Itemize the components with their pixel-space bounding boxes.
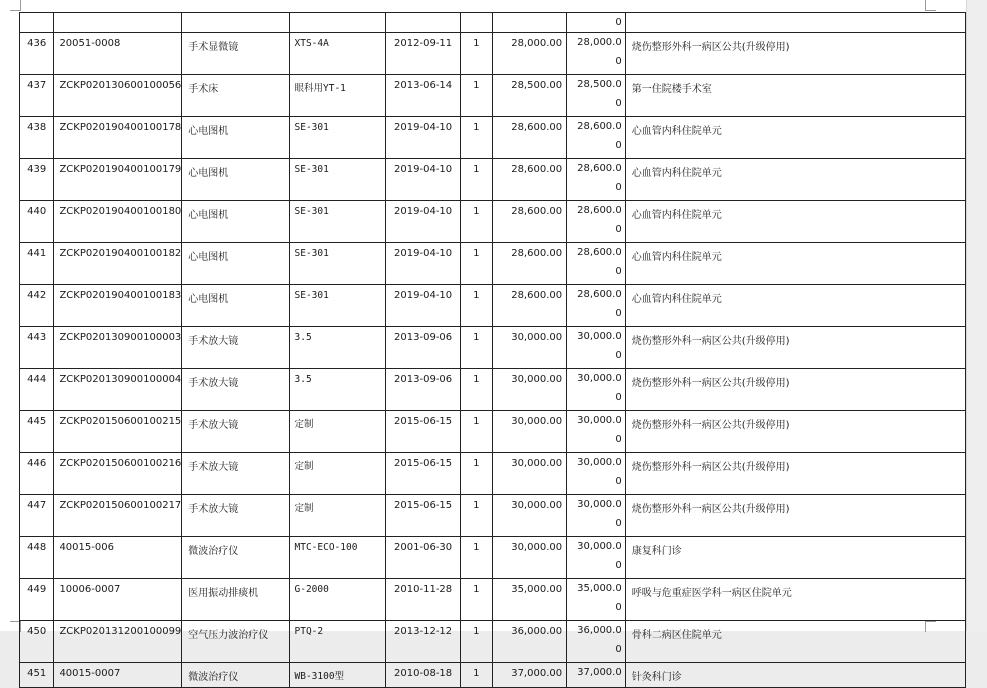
- total-amount-cell: [567, 75, 626, 117]
- quantity-cell: 1: [460, 285, 492, 327]
- model-number-cell: SE-301: [289, 201, 386, 243]
- row-index-cell: 449: [20, 579, 54, 621]
- unit-price-cell: 28,600.00: [492, 159, 566, 201]
- total-line-2: 0: [615, 602, 622, 613]
- total-line-2: 0: [615, 560, 622, 571]
- table-row: [20, 243, 966, 285]
- total-line-1: 28,600.0: [577, 163, 622, 174]
- asset-code-cell: 40015-0007: [54, 663, 182, 688]
- asset-code-cell: ZCKP020150600100216: [54, 453, 182, 495]
- total-line-1: 30,000.0: [577, 499, 622, 510]
- quantity-cell: 1: [460, 75, 492, 117]
- row-index-cell: 439: [20, 159, 54, 201]
- department-cell: 烧伤整形外科一病区公共(升级停用): [625, 369, 965, 411]
- equipment-name-cell: 手术放大镜: [182, 369, 289, 411]
- equipment-name-cell: 手术床: [182, 75, 289, 117]
- unit-price-cell: 28,500.00: [492, 75, 566, 117]
- unit-price-cell: 30,000.00: [492, 453, 566, 495]
- model-number-cell: 定制: [289, 453, 386, 495]
- purchase-date-cell: 2019-04-10: [386, 243, 460, 285]
- total-line-1: 30,000.0: [577, 331, 622, 342]
- total-line-1: 30,000.0: [577, 373, 622, 384]
- quantity-cell: 1: [460, 117, 492, 159]
- equipment-name-cell: 心电图机: [182, 159, 289, 201]
- page-corner-mark: [10, 0, 21, 11]
- table-row: [20, 75, 966, 117]
- purchase-date-cell: 2013-12-12: [386, 621, 460, 663]
- total-amount-cell: [567, 327, 626, 369]
- purchase-date-cell: 2015-06-15: [386, 495, 460, 537]
- total-amount-cell: [567, 369, 626, 411]
- table-row: [20, 369, 966, 411]
- asset-code-cell: 20051-0008: [54, 33, 182, 75]
- quantity-cell: 1: [460, 201, 492, 243]
- total-line-2: 0: [615, 266, 622, 277]
- purchase-date-cell: 2001-06-30: [386, 537, 460, 579]
- purchase-date-cell: 2013-06-14: [386, 75, 460, 117]
- equipment-name-cell: 医用振动排痰机: [182, 579, 289, 621]
- quantity-cell: 1: [460, 579, 492, 621]
- total-line-2: 0: [615, 476, 622, 487]
- purchase-date-cell: 2019-04-10: [386, 117, 460, 159]
- table-row: [20, 453, 966, 495]
- unit-price-cell: 28,600.00: [492, 201, 566, 243]
- department-cell: 烧伤整形外科一病区公共(升级停用): [625, 327, 965, 369]
- purchase-date-cell: 2010-11-28: [386, 579, 460, 621]
- asset-code-cell: ZCKP020130900100003: [54, 327, 182, 369]
- equipment-name-cell: 心电图机: [182, 201, 289, 243]
- row-index-cell: 444: [20, 369, 54, 411]
- model-number-cell: G-2000: [289, 579, 386, 621]
- quantity-cell: 1: [460, 663, 492, 688]
- asset-code-cell: ZCKP020190400100179: [54, 159, 182, 201]
- equipment-name-cell: 手术显微镜: [182, 33, 289, 75]
- asset-code-cell: ZCKP020190400100183: [54, 285, 182, 327]
- quantity-cell: 1: [460, 369, 492, 411]
- asset-code-cell: ZCKP020190400100180: [54, 201, 182, 243]
- unit-price-cell: 30,000.00: [492, 327, 566, 369]
- model-number-cell: PTQ-2: [289, 621, 386, 663]
- total-line-1: 30,000.0: [577, 415, 622, 426]
- table-row: [20, 495, 966, 537]
- total-line-2: 0: [615, 140, 622, 151]
- vertical-scrollbar[interactable]: [966, 0, 987, 631]
- row-index-cell: 446: [20, 453, 54, 495]
- department-cell: 第一住院楼手术室: [625, 75, 965, 117]
- unit-price-cell: 30,000.00: [492, 537, 566, 579]
- total-line-1: 28,500.0: [577, 79, 622, 90]
- unit-price-cell: 28,000.00: [492, 33, 566, 75]
- row-index-cell: 436: [20, 33, 54, 75]
- total-amount-cell: [567, 453, 626, 495]
- row-index-cell: 451: [20, 663, 54, 688]
- row-index-cell: 445: [20, 411, 54, 453]
- total-line-2: 0: [615, 392, 622, 403]
- equipment-table: [19, 12, 966, 688]
- total-line-2: 0: [615, 224, 622, 235]
- quantity-cell: 1: [460, 411, 492, 453]
- total-line-1: 30,000.0: [577, 457, 622, 468]
- asset-code-cell: ZCKP020130900100004: [54, 369, 182, 411]
- quantity-cell: 1: [460, 621, 492, 663]
- equipment-name-cell: 心电图机: [182, 243, 289, 285]
- quantity-cell: 1: [460, 453, 492, 495]
- total-cell: [567, 13, 626, 33]
- equipment-name-cell: 手术放大镜: [182, 453, 289, 495]
- row-index-cell: 443: [20, 327, 54, 369]
- unit-price-cell: 30,000.00: [492, 495, 566, 537]
- quantity-cell: 1: [460, 243, 492, 285]
- total-amount-cell: [567, 495, 626, 537]
- model-number-cell: XTS-4A: [289, 33, 386, 75]
- department-cell: 烧伤整形外科一病区公共(升级停用): [625, 33, 965, 75]
- asset-code-cell: ZCKP020130600100056: [54, 75, 182, 117]
- table-row: [20, 411, 966, 453]
- purchase-date-cell: 2013-09-06: [386, 369, 460, 411]
- total-line-2: 0: [615, 182, 622, 193]
- total-line-1: 37,000.0: [577, 667, 622, 678]
- row-index-cell: 447: [20, 495, 54, 537]
- model-number-cell: SE-301: [289, 117, 386, 159]
- quantity-cell: 1: [460, 537, 492, 579]
- asset-code-cell: 40015-006: [54, 537, 182, 579]
- total-line-1: 28,000.0: [577, 37, 622, 48]
- unit-price-cell: 28,600.00: [492, 243, 566, 285]
- equipment-name-cell: 手术放大镜: [182, 495, 289, 537]
- equipment-name-cell: 心电图机: [182, 117, 289, 159]
- unit-price-cell: 28,600.00: [492, 117, 566, 159]
- row-index-cell: 437: [20, 75, 54, 117]
- quantity-cell: 1: [460, 495, 492, 537]
- total-line-1: 36,000.0: [577, 625, 622, 636]
- total-line-1: 28,600.0: [577, 247, 622, 258]
- row-index-cell: 440: [20, 201, 54, 243]
- row-index-cell: 438: [20, 117, 54, 159]
- total-line-1: 28,600.0: [577, 205, 622, 216]
- department-cell: 心血管内科住院单元: [625, 285, 965, 327]
- model-number-cell: WB-3100型: [289, 663, 386, 688]
- asset-code-cell: ZCKP020150600100217: [54, 495, 182, 537]
- total-amount-cell: [567, 285, 626, 327]
- total-line-1: 28,600.0: [577, 121, 622, 132]
- unit-price-cell: 35,000.00: [492, 579, 566, 621]
- unit-price-cell: 36,000.00: [492, 621, 566, 663]
- table-row: [20, 201, 966, 243]
- total-amount-cell: [567, 117, 626, 159]
- table-row: [20, 327, 966, 369]
- department-cell: 心血管内科住院单元: [625, 201, 965, 243]
- asset-code-cell: ZCKP020150600100215: [54, 411, 182, 453]
- total-line-1: 35,000.0: [577, 583, 622, 594]
- table-row: [20, 621, 966, 663]
- department-cell: 烧伤整形外科一病区公共(升级停用): [625, 495, 965, 537]
- table-row: [20, 663, 966, 688]
- model-number-cell: SE-301: [289, 159, 386, 201]
- total-amount-cell: [567, 537, 626, 579]
- table-row: [20, 117, 966, 159]
- total-amount-cell: [567, 33, 626, 75]
- row-index-cell: 442: [20, 285, 54, 327]
- equipment-name-cell: 微波治疗仪: [182, 663, 289, 688]
- department-cell: 烧伤整形外科一病区公共(升级停用): [625, 411, 965, 453]
- total-amount-cell: [567, 243, 626, 285]
- model-number-cell: SE-301: [289, 243, 386, 285]
- total-line-2: 0: [615, 644, 622, 655]
- quantity-cell: 1: [460, 327, 492, 369]
- purchase-date-cell: 2019-04-10: [386, 159, 460, 201]
- total-amount-cell: [567, 621, 626, 663]
- equipment-name-cell: 微波治疗仪: [182, 537, 289, 579]
- purchase-date-cell: 2015-06-15: [386, 453, 460, 495]
- department-cell: 呼吸与危重症医学科一病区住院单元: [625, 579, 965, 621]
- table-row: [20, 285, 966, 327]
- department-cell: 心血管内科住院单元: [625, 243, 965, 285]
- purchase-date-cell: 2019-04-10: [386, 201, 460, 243]
- total-amount-cell: [567, 663, 626, 688]
- table-row: [20, 33, 966, 75]
- equipment-name-cell: 心电图机: [182, 285, 289, 327]
- total-tail: 0: [615, 17, 622, 28]
- asset-code-cell: ZCKP020190400100178: [54, 117, 182, 159]
- equipment-name-cell: 空气压力波治疗仪: [182, 621, 289, 663]
- row-index-cell: 441: [20, 243, 54, 285]
- total-line-1: 28,600.0: [577, 289, 622, 300]
- model-number-cell: 3.5: [289, 369, 386, 411]
- quantity-cell: 1: [460, 33, 492, 75]
- page-corner-mark: [925, 0, 936, 11]
- total-line-2: 0: [615, 98, 622, 109]
- total-amount-cell: [567, 411, 626, 453]
- total-line-2: 0: [615, 434, 622, 445]
- row-index-cell: 450: [20, 621, 54, 663]
- quantity-cell: 1: [460, 159, 492, 201]
- department-cell: 康复科门诊: [625, 537, 965, 579]
- purchase-date-cell: 2010-08-18: [386, 663, 460, 688]
- table-row: [20, 13, 966, 33]
- total-line-1: 30,000.0: [577, 541, 622, 552]
- equipment-name-cell: 手术放大镜: [182, 327, 289, 369]
- asset-code-cell: 10006-0007: [54, 579, 182, 621]
- department-cell: 心血管内科住院单元: [625, 117, 965, 159]
- department-cell: 心血管内科住院单元: [625, 159, 965, 201]
- model-number-cell: 定制: [289, 495, 386, 537]
- table-row: [20, 579, 966, 621]
- unit-price-cell: 28,600.00: [492, 285, 566, 327]
- model-number-cell: 3.5: [289, 327, 386, 369]
- department-cell: 骨科二病区住院单元: [625, 621, 965, 663]
- model-number-cell: 眼科用YT-1: [289, 75, 386, 117]
- purchase-date-cell: 2013-09-06: [386, 327, 460, 369]
- total-line-2: 0: [615, 350, 622, 361]
- unit-price-cell: 30,000.00: [492, 369, 566, 411]
- purchase-date-cell: 2012-09-11: [386, 33, 460, 75]
- unit-price-cell: 37,000.00: [492, 663, 566, 688]
- model-number-cell: 定制: [289, 411, 386, 453]
- total-line-2: 0: [615, 518, 622, 529]
- asset-code-cell: ZCKP020190400100182: [54, 243, 182, 285]
- row-index-cell: 448: [20, 537, 54, 579]
- table-row: [20, 537, 966, 579]
- unit-price-cell: 30,000.00: [492, 411, 566, 453]
- table-row: [20, 159, 966, 201]
- model-number-cell: MTC-ECO-100: [289, 537, 386, 579]
- department-cell: 烧伤整形外科一病区公共(升级停用): [625, 453, 965, 495]
- total-amount-cell: [567, 159, 626, 201]
- department-cell: 针灸科门诊: [625, 663, 965, 688]
- purchase-date-cell: 2019-04-10: [386, 285, 460, 327]
- purchase-date-cell: 2015-06-15: [386, 411, 460, 453]
- asset-code-cell: ZCKP020131200100099: [54, 621, 182, 663]
- model-number-cell: SE-301: [289, 285, 386, 327]
- total-line-2: 0: [615, 56, 622, 67]
- total-amount-cell: [567, 579, 626, 621]
- total-amount-cell: [567, 201, 626, 243]
- equipment-name-cell: 手术放大镜: [182, 411, 289, 453]
- total-line-2: 0: [615, 308, 622, 319]
